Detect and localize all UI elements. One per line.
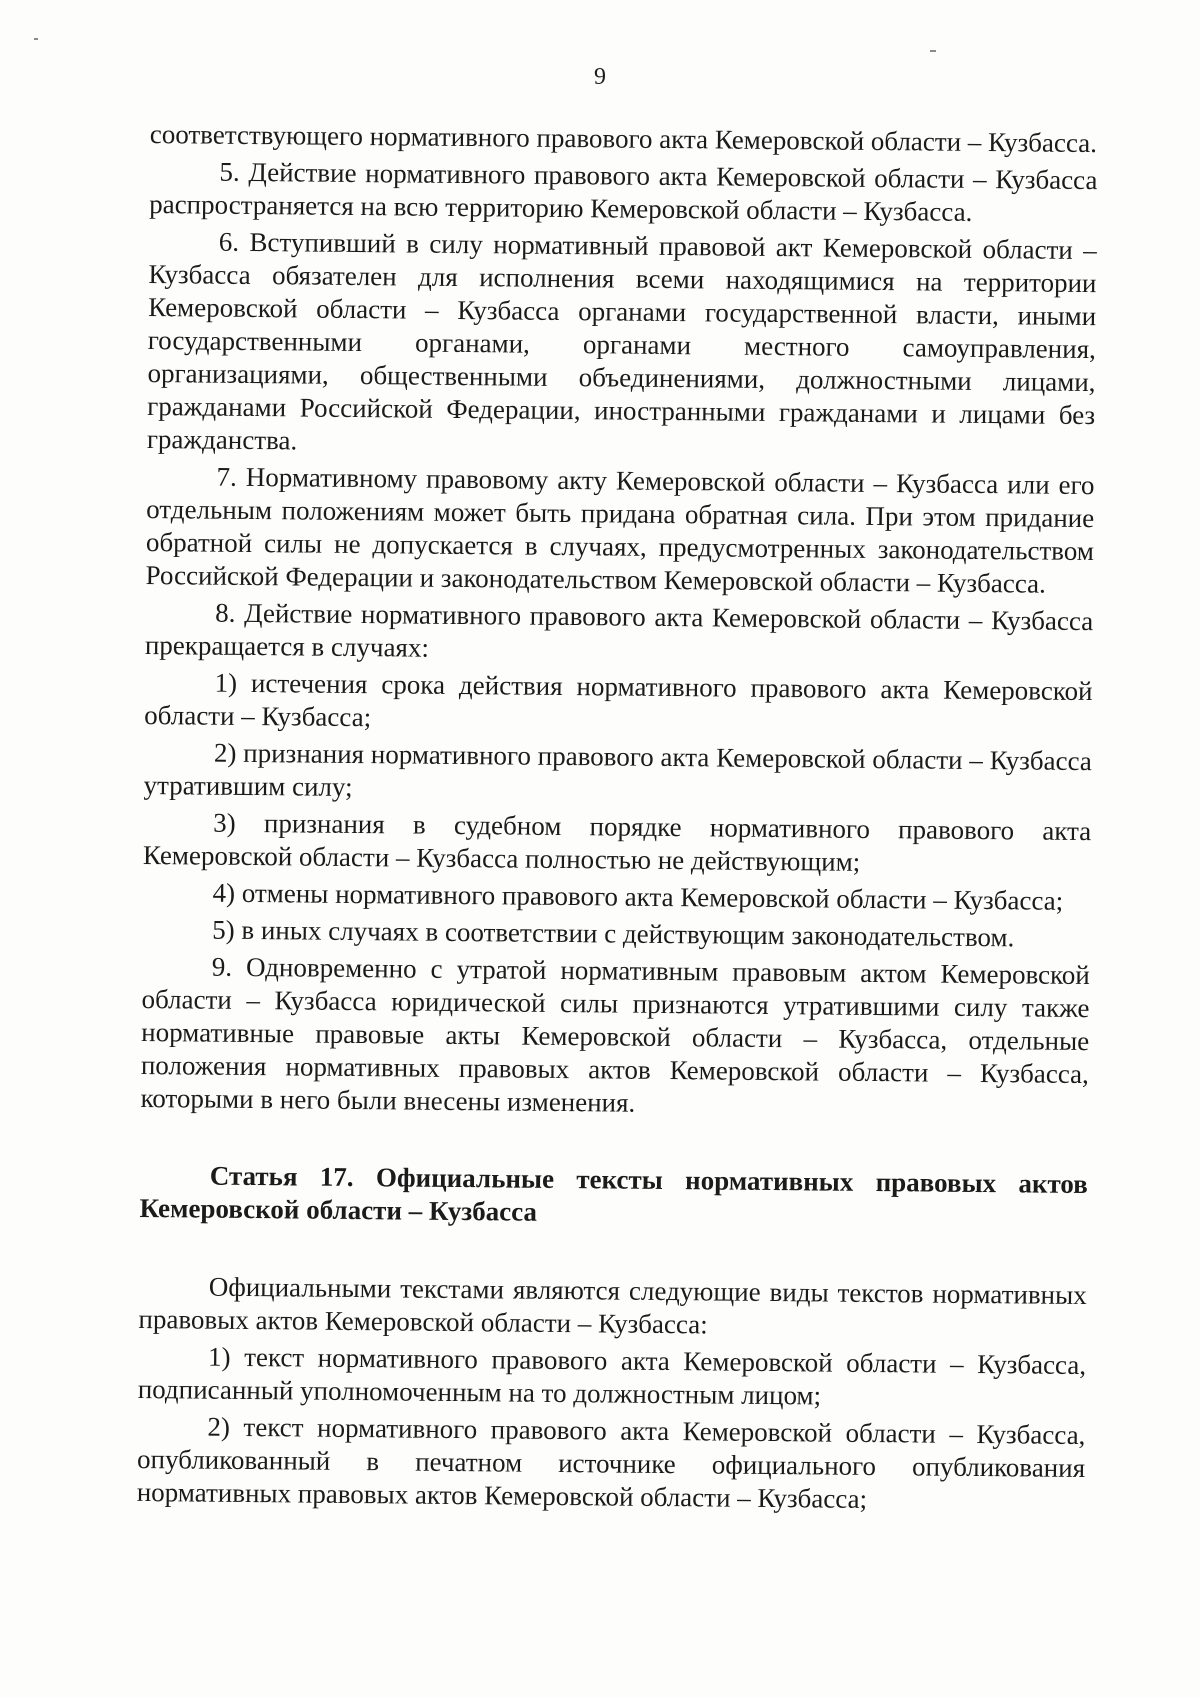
article-17-intro: Официальными текстами являются следующие виды текстов нормативных правовых актов Кемеровской области – Кузбасса:: [138, 1271, 1087, 1340]
paragraph-7: 7. Нормативному правовому акту Кемеровской области – Кузбасса или его отдельным положениям может быть придана обратная сила. При этом придание обратной силы не допускается в случаях, предусмотренных законодательством Российской Федерации и законодательством Кемеровской области – Кузбасса.: [145, 461, 1095, 599]
article-17-item-2: 2) текст нормативного правового акта Кемеровской области – Кузбасса, опубликованный в печатном источнике официального опубликования нормативных правовых актов Кемеровской области – Кузбасса;: [136, 1411, 1086, 1514]
list-item-8-2: 2) признания нормативного правового акта Кемеровской области – Кузбасса утратившим силу;: [143, 737, 1093, 802]
list-item-8-3: 3) признания в судебном порядке нормативного правового акта Кемеровской области – Кузбасса полностью не действующим;: [142, 807, 1092, 877]
scan-speck: [930, 50, 936, 52]
page-number: 9: [594, 64, 606, 90]
paragraph-9: 9. Одновременно с утратой нормативным правовым актом Кемеровской области – Кузбасса юридической силы признаются утратившими силу также нормативные правовые акты Кемеровской области – Кузбасса, отдельные положения нормативных правовых актов Кемеровской области – Кузбасса, которыми в него были внесены изменения.: [140, 951, 1090, 1118]
list-item-8-4: 4) отмены нормативного правового акта Кемеровской области – Кузбасса;: [212, 877, 1064, 916]
paragraph-5: 5. Действие нормативного правового акта Кемеровской области – Кузбасса распространяется на всю территорию Кемеровской области – Кузбасса.: [149, 156, 1098, 227]
document-body: [137, 118, 1098, 1522]
list-item-8-1: 1) истечения срока действия нормативного правового акта Кемеровской области – Кузбасса;: [144, 667, 1093, 733]
article-17-item-1: 1) текст нормативного правового акта Кемеровской области – Кузбасса, подписанный уполномоченным на то должностным лицом;: [137, 1341, 1087, 1411]
paragraph-8: 8. Действие нормативного правового акта Кемеровской области – Кузбасса прекращается в случаях:: [144, 597, 1094, 663]
article-17-heading: Статья 17. Официальные тексты нормативных правовых актов Кемеровской области – Кузбасса: [139, 1160, 1088, 1227]
paragraph-continuation: соответствующего нормативного правового акта Кемеровской области – Кузбасса.: [149, 118, 1098, 159]
scan-speck: [34, 38, 38, 40]
paragraph-6: 6. Вступивший в силу нормативный правовой акт Кемеровской области – Кузбасса обязателен для исполнения всеми находящимися на территории Кемеровской области – Кузбасса органами государственной власти, иными государственными органами, органами местного самоуправления, организациями, общественными объединениями, должностными лицами, гражданами Российской Федерации, иностранными гражданами и лицами без гражданства.: [146, 226, 1097, 456]
list-item-8-5: 5) в иных случаях в соответствии с действующим законодательством.: [212, 914, 1015, 953]
